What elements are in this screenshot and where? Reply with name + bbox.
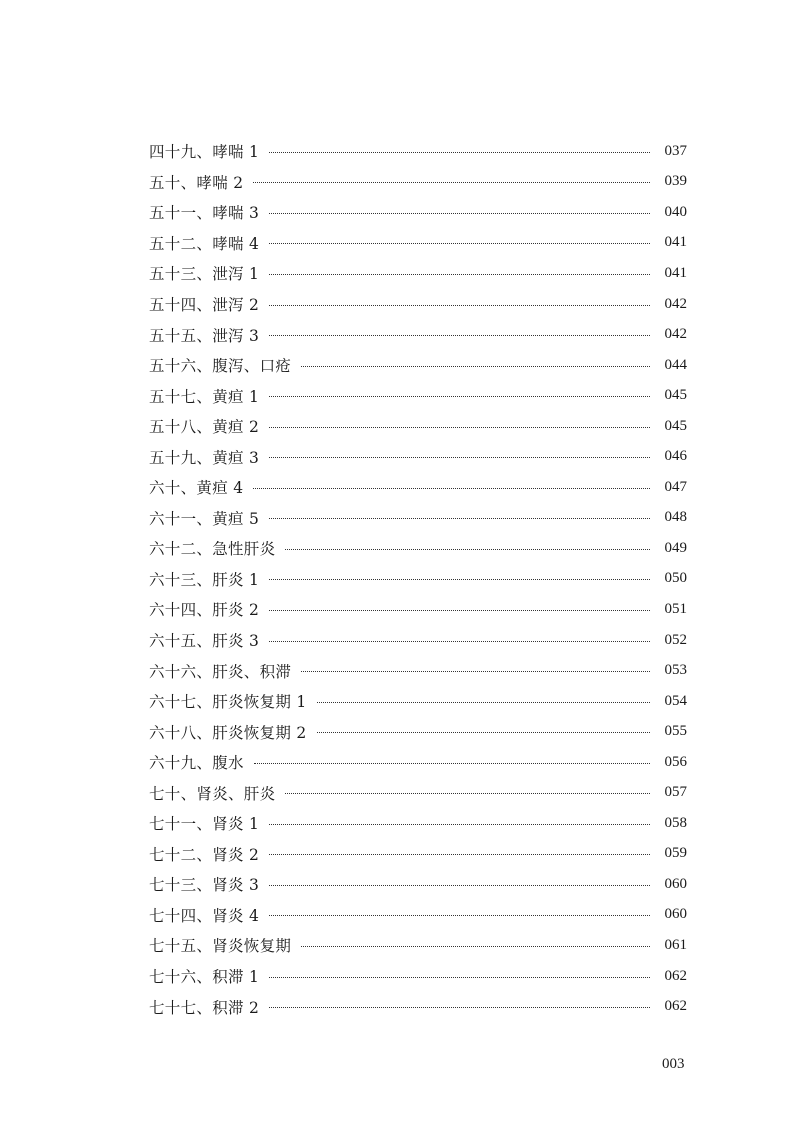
toc-dot-leader	[301, 671, 650, 672]
toc-entry-page: 050	[664, 570, 687, 587]
toc-entry-title: 六十四、肝炎 2	[149, 601, 260, 620]
toc-entry-page: 054	[664, 692, 687, 709]
toc-entry[interactable]	[149, 869, 687, 900]
toc-entry-title: 五十七、黄疸 1	[149, 387, 260, 406]
toc-dot-leader	[253, 182, 650, 183]
toc-entry-page: 046	[664, 448, 687, 465]
toc-dot-leader	[269, 1007, 650, 1008]
toc-entry-title: 五十九、黄疸 3	[149, 448, 260, 467]
toc-entry[interactable]	[149, 167, 687, 198]
toc-dot-leader	[301, 946, 650, 947]
toc-entry-page: 041	[664, 234, 687, 251]
toc-entry-page: 062	[664, 967, 687, 984]
toc-entry-title: 五十六、腹泻、口疮	[149, 357, 292, 376]
toc-dot-leader	[269, 243, 650, 244]
toc-entry-title: 五十、哮喘 2	[149, 173, 244, 192]
toc-entry-title: 四十九、哮喘 1	[149, 143, 260, 162]
toc-entry-title: 七十七、积滞 2	[149, 998, 260, 1017]
toc-entry-page: 041	[664, 264, 687, 281]
toc-entry-title: 六十六、肝炎、积滞	[149, 662, 292, 681]
toc-entry-page: 045	[664, 417, 687, 434]
toc-entry[interactable]	[149, 808, 687, 839]
toc-entry-title: 五十三、泄泻 1	[149, 265, 260, 284]
toc-entry-title: 六十七、肝炎恢复期 1	[149, 693, 307, 712]
toc-entry[interactable]	[149, 930, 687, 961]
toc-entry-title: 七十、肾炎、肝炎	[149, 784, 276, 803]
toc-dot-leader	[269, 457, 650, 458]
toc-entry-page: 048	[664, 509, 687, 526]
toc-entry-page: 042	[664, 295, 687, 312]
toc-entry-page: 057	[664, 784, 687, 801]
toc-entry[interactable]	[149, 594, 687, 625]
toc-dot-leader	[269, 641, 650, 642]
toc-entry-page: 047	[664, 478, 687, 495]
toc-entry[interactable]	[149, 319, 687, 350]
toc-entry[interactable]	[149, 228, 687, 259]
toc-entry-title: 七十五、肾炎恢复期	[149, 937, 292, 956]
toc-entry-page: 039	[664, 173, 687, 190]
toc-entry-title: 七十六、积滞 1	[149, 968, 260, 987]
toc-dot-leader	[269, 274, 650, 275]
toc-dot-leader	[269, 610, 650, 611]
toc-dot-leader	[269, 824, 650, 825]
toc-dot-leader	[269, 427, 650, 428]
toc-entry-title: 六十五、肝炎 3	[149, 632, 260, 651]
toc-entry-page: 062	[664, 998, 687, 1015]
toc-dot-leader	[269, 885, 650, 886]
toc-entry-page: 051	[664, 600, 687, 617]
toc-entry-title: 五十五、泄泻 3	[149, 326, 260, 345]
toc-dot-leader	[253, 488, 650, 489]
toc-entry-page: 058	[664, 814, 687, 831]
toc-entry-title: 六十一、黄疸 5	[149, 509, 260, 528]
toc-entry-title: 六十八、肝炎恢复期 2	[149, 723, 307, 742]
toc-dot-leader	[317, 702, 650, 703]
toc-entry-title: 七十三、肾炎 3	[149, 876, 260, 895]
toc-entry[interactable]	[149, 411, 687, 442]
toc-entry[interactable]	[149, 380, 687, 411]
toc-entry-page: 060	[664, 906, 687, 923]
toc-entry[interactable]	[149, 777, 687, 808]
toc-entry-page: 040	[664, 203, 687, 220]
toc-dot-leader	[269, 854, 650, 855]
toc-entry[interactable]	[149, 564, 687, 595]
toc-entry[interactable]	[149, 472, 687, 503]
toc-entry[interactable]	[149, 197, 687, 228]
toc-dot-leader	[269, 213, 650, 214]
toc-dot-leader	[269, 518, 650, 519]
toc-entry-page: 055	[664, 723, 687, 740]
toc-entry-title: 五十四、泄泻 2	[149, 296, 260, 314]
toc-entry[interactable]	[149, 686, 687, 717]
table-of-contents	[149, 136, 687, 1022]
toc-entry[interactable]	[149, 258, 687, 289]
toc-entry-title: 五十八、黄疸 2	[149, 418, 260, 437]
toc-entry-page: 052	[664, 631, 687, 648]
toc-entry[interactable]	[149, 289, 687, 320]
toc-entry[interactable]	[149, 625, 687, 656]
toc-entry[interactable]	[149, 533, 687, 564]
toc-dot-leader	[269, 396, 650, 397]
toc-entry[interactable]	[149, 716, 687, 747]
toc-dot-leader	[269, 977, 650, 978]
toc-dot-leader	[269, 305, 650, 306]
toc-entry-page: 053	[664, 662, 687, 679]
toc-entry-title: 六十二、急性肝炎	[149, 540, 276, 559]
toc-entry[interactable]	[149, 839, 687, 870]
toc-entry-title: 七十四、肾炎 4	[149, 906, 260, 925]
toc-entry-page: 049	[664, 539, 687, 556]
toc-entry-title: 六十、黄疸 4	[149, 479, 244, 498]
toc-dot-leader	[269, 152, 650, 153]
toc-entry-page: 059	[664, 845, 687, 862]
toc-dot-leader	[301, 366, 650, 367]
toc-entry-page: 042	[664, 326, 687, 343]
toc-dot-leader	[254, 763, 650, 764]
toc-dot-leader	[269, 579, 650, 580]
toc-entry-page: 037	[664, 142, 687, 159]
toc-entry[interactable]	[149, 991, 687, 1022]
toc-entry-title: 六十三、肝炎 1	[149, 570, 260, 589]
toc-entry-page: 044	[664, 356, 687, 373]
toc-entry-page: 060	[664, 875, 687, 892]
toc-dot-leader	[285, 793, 650, 794]
toc-entry-page: 056	[664, 753, 687, 770]
toc-entry[interactable]	[149, 441, 687, 472]
toc-dot-leader	[269, 915, 650, 916]
toc-entry-title: 五十二、哮喘 4	[149, 234, 260, 253]
toc-entry[interactable]	[149, 503, 687, 534]
toc-entry[interactable]	[149, 900, 687, 931]
toc-entry[interactable]	[149, 655, 687, 686]
toc-entry-title: 七十二、肾炎 2	[149, 845, 260, 864]
toc-entry-page: 045	[664, 387, 687, 404]
toc-entry-title: 五十一、哮喘 3	[149, 204, 260, 223]
toc-entry[interactable]	[149, 350, 687, 381]
toc-entry[interactable]	[149, 961, 687, 992]
toc-dot-leader	[285, 549, 650, 550]
toc-entry-title: 六十九、腹水	[149, 754, 244, 773]
toc-dot-leader	[317, 732, 650, 733]
page-number: 003	[662, 1056, 685, 1072]
toc-entry[interactable]	[149, 747, 687, 778]
toc-entry[interactable]	[149, 136, 687, 167]
toc-entry-page: 061	[664, 936, 687, 953]
toc-dot-leader	[269, 335, 650, 336]
toc-entry-title: 七十一、肾炎 1	[149, 815, 260, 834]
